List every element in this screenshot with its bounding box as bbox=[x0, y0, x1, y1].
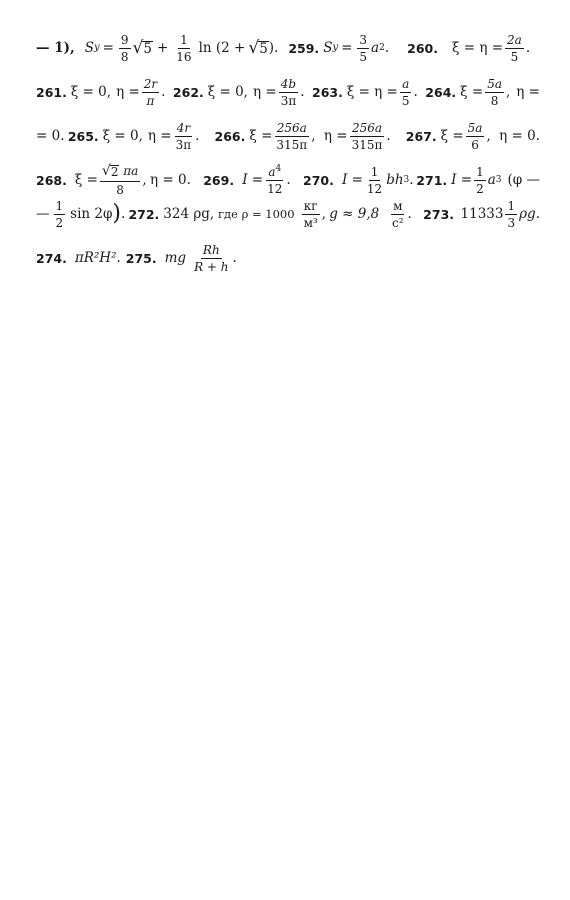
symbol-S: S bbox=[84, 40, 94, 56]
fraction: $\frac{3}{5}$ bbox=[359, 32, 368, 64]
answer-number: 259. bbox=[288, 40, 320, 56]
fraction: $\frac{2a}{5}$ bbox=[507, 32, 522, 64]
answer-line-2: 261. ξ = 0, η = $\frac{2r}{\pi}$ . 262. ξ = 0, η = $\frac{4b}{3\pi}$ . 263. ξ = η = $\frac{a}{5}$ . 264. ξ = $\frac{5a}{8}$ , η = bbox=[36, 76, 540, 108]
fraction: $\frac{1}{16}$ bbox=[176, 32, 192, 64]
answer-line-5: — $\frac{1}{2}$ sin 2φ ) . 272. 324 ρg, где ρ = 1000 $\frac{кг}{\text{м³}}$ , g ≈ 9,8 $\frac{м}{\text{с²}}$ . 273. 11333 $\frac{1}{3}$ ρg. bbox=[36, 198, 540, 230]
answer-line-3: = 0. 265. ξ = 0, η = $\frac{4r}{3\pi}$ . 266. ξ = $\frac{256a}{315\pi}$ , η = $\frac{256a}{315\pi}$ . 267. ξ = $\frac{5a}{6}$ , η = 0. bbox=[36, 120, 540, 152]
continuation: — 1), bbox=[36, 40, 75, 56]
answer-number: 260. bbox=[407, 40, 438, 56]
answer-line-1: — 1), S y = $\frac{9}{8}$ √ 5 + $\frac{1}{16}$ ln (2 + √ 5 ). 259. S y = $\frac{3}{5}$ a 2 . 260. ξ = η = $\frac{2a}{5}$ . bbox=[36, 32, 531, 64]
sqrt-5: √ 5 bbox=[248, 37, 268, 58]
answer-line-6: 274. πR²H². 275. mg $\frac{Rh}{R + h}$ . bbox=[36, 242, 237, 274]
sqrt-2: √ 2 bbox=[101, 162, 119, 179]
sqrt-5: √ 5 bbox=[132, 37, 152, 58]
fraction: $\frac{9}{8}$ bbox=[120, 32, 129, 64]
answer-line-4: 268. ξ = √ 2 πa 8 , η = 0. 269. I = $\frac{a^4}{12}$ . 270. I = $\frac{1}{12}$ bh 3 . 271. I = $\frac{1}{2}$ a 3 (φ — bbox=[36, 162, 541, 198]
